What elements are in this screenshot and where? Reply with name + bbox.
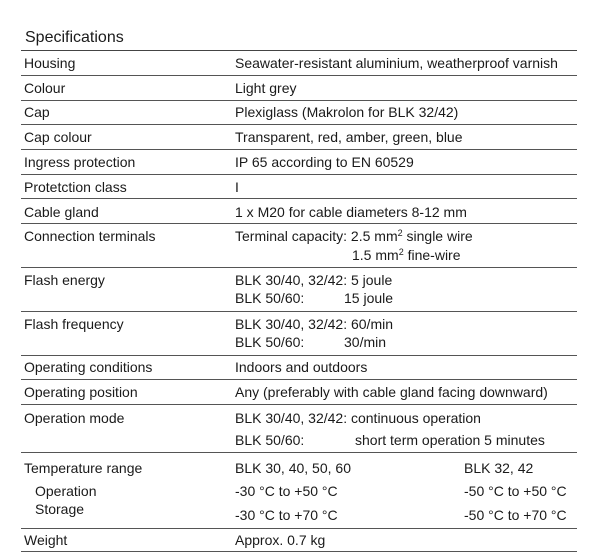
- row-weight: [21, 529, 577, 552]
- row-operation-mode: [21, 405, 577, 453]
- row-value: Light grey: [235, 80, 297, 96]
- row-temperature-range: [21, 453, 577, 529]
- temperature-col1-header: BLK 30, 40, 50, 60: [235, 460, 351, 476]
- row-value-line1: [235, 228, 473, 244]
- row-value: Any (preferably with cable gland facing downward): [235, 384, 548, 400]
- row-label: Colour: [24, 80, 66, 96]
- row-cable-gland: [21, 199, 577, 224]
- row-label: Operating position: [24, 384, 138, 400]
- value-text: fine-wire: [403, 247, 461, 263]
- row-value-line2-model: BLK 50/60:: [235, 334, 305, 350]
- row-value-line2-model: BLK 50/60:: [235, 290, 305, 306]
- row-label: Housing: [24, 55, 76, 71]
- row-value-line1: BLK 30/40, 32/42: continuous operation: [235, 410, 481, 426]
- row-label: Ingress protection: [24, 154, 136, 170]
- row-value: I: [235, 179, 239, 195]
- row-flash-frequency: [21, 312, 577, 356]
- row-protection-class: [21, 175, 577, 199]
- temperature-operation-col2: -50 °C to +50 °C: [464, 483, 567, 499]
- row-label: Flash frequency: [24, 316, 124, 332]
- row-value: Plexiglass (Makrolon for BLK 32/42): [235, 104, 459, 120]
- temperature-sub-storage: Storage: [35, 501, 85, 517]
- superscript: 2: [397, 228, 403, 238]
- row-housing: [21, 51, 577, 76]
- value-text: 1.5 mm: [352, 247, 399, 263]
- row-label: Weight: [24, 532, 68, 548]
- temperature-storage-col1: -30 °C to +70 °C: [235, 507, 338, 523]
- row-label: Temperature range: [24, 460, 143, 476]
- row-value-line2-value: 30/min: [344, 334, 387, 350]
- superscript: 2: [398, 247, 404, 257]
- row-value-line2-value: 15 joule: [344, 290, 394, 306]
- row-value: IP 65 according to EN 60529: [235, 154, 414, 170]
- table-title: Specifications: [21, 28, 577, 51]
- row-label: Operation mode: [24, 410, 125, 426]
- row-colour: [21, 76, 577, 101]
- temperature-storage-col2: -50 °C to +70 °C: [464, 507, 567, 523]
- temperature-col2-header: BLK 32, 42: [464, 460, 534, 476]
- row-operating-conditions: [21, 356, 577, 380]
- row-label: Connection terminals: [24, 228, 156, 244]
- specifications-table: [21, 28, 577, 552]
- row-label: Flash energy: [24, 272, 105, 288]
- temperature-operation-col1: -30 °C to +50 °C: [235, 483, 338, 499]
- row-value-line1: BLK 30/40, 32/42: 60/min: [235, 316, 393, 332]
- row-ingress-protection: [21, 150, 577, 175]
- row-cap-colour: [21, 125, 577, 150]
- value-text: Terminal capacity: 2.5 mm: [235, 228, 398, 244]
- row-value: Approx. 0.7 kg: [235, 532, 326, 548]
- row-label: Cable gland: [24, 204, 99, 220]
- row-value: Seawater-resistant aluminium, weatherproof varnish: [235, 55, 558, 71]
- temperature-sub-operation: Operation: [35, 483, 97, 499]
- row-value-line2: [352, 247, 461, 263]
- row-label: Cap: [24, 104, 50, 120]
- row-value-line2-value: short term operation 5 minutes: [355, 432, 545, 448]
- row-value: 1 x M20 for cable diameters 8-12 mm: [235, 204, 467, 220]
- row-value-line2-model: BLK 50/60:: [235, 432, 305, 448]
- row-label: Cap colour: [24, 129, 92, 145]
- row-flash-energy: [21, 268, 577, 312]
- row-value: Transparent, red, amber, green, blue: [235, 129, 463, 145]
- row-cap: [21, 101, 577, 125]
- row-value: Indoors and outdoors: [235, 359, 368, 375]
- value-text: single wire: [402, 228, 473, 244]
- row-value-line1: BLK 30/40, 32/42: 5 joule: [235, 272, 393, 288]
- row-connection-terminals: [21, 224, 577, 268]
- row-label: Protetction class: [24, 179, 127, 195]
- row-label: Operating conditions: [24, 359, 153, 375]
- row-operating-position: [21, 380, 577, 405]
